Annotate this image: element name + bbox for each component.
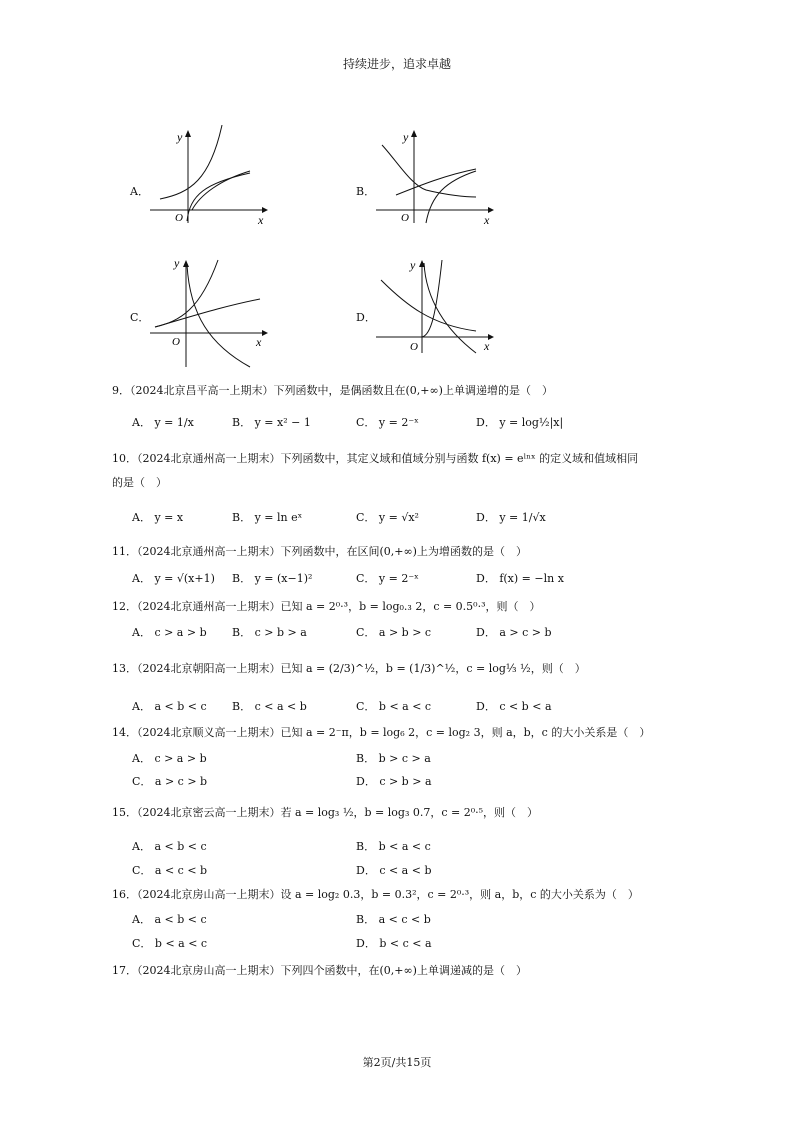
q10-option-b: B． y = ln eˣ [232, 511, 303, 524]
q10-option-d: D． y = 1/√x [476, 511, 546, 524]
option-d-label: D． [356, 311, 376, 324]
question-14-stem: 14．（2024北京顺义高一上期末）已知 a = 2⁻π，b = log₆ 2，c = log₂ 3，则 a，b，c 的大小关系是（ ） [112, 726, 651, 739]
question-16-stem: 16．（2024北京房山高一上期末）设 a = log₂ 0.3，b = 0.3²，c = 2⁰·³，则 a，b，c 的大小关系为（ ） [112, 888, 639, 901]
y-label: y [174, 256, 180, 270]
option-a-label: A． [130, 185, 149, 198]
q12-option-c: C． a > b > c [356, 626, 432, 639]
q14-option-c: C． a > c > b [132, 775, 208, 788]
y-arrow [185, 130, 191, 137]
q11-option-b: B． y = (x−1)² [232, 572, 313, 585]
q16-option-a: A． a < b < c [132, 913, 207, 926]
q15-option-d: D． c < a < b [356, 864, 432, 877]
option-b-label: B． [356, 185, 376, 198]
option-c-label: C． [130, 311, 150, 324]
power-curve [155, 299, 260, 327]
question-13-stem: 13．（2024北京朝阳高一上期末）已知 a = (2/3)^½，b = (1/3)^½，c = log⅓ ½，则（ ） [112, 662, 586, 675]
q14-option-d: D． c > b > a [356, 775, 432, 788]
question-10-stem: 10．（2024北京通州高一上期末）下列函数中，其定义域和值域分别与函数 f(x) = eˡⁿˣ 的定义域和值域相同 [112, 452, 639, 465]
origin-label: O [172, 336, 180, 348]
q14-option-b: B． b > c > a [356, 752, 431, 765]
q13-option-b: B． c < a < b [232, 700, 307, 713]
q15-option-c: C． a < c < b [132, 864, 208, 877]
decay-curve [382, 145, 476, 197]
log-decay-curve [424, 263, 476, 353]
y-label: y [177, 130, 183, 144]
question-15-stem: 15．（2024北京密云高一上期末）若 a = log₃ ½，b = log₃ 0.7，c = 2⁰·⁵，则（ ） [112, 806, 539, 819]
q11-option-c: C． y = 2⁻ˣ [356, 572, 419, 585]
power-curve [396, 169, 476, 195]
question-17-stem: 17．（2024北京房山高一上期末）下列四个函数中，在(0,+∞)上单调递减的是（ ） [112, 964, 527, 977]
q9-option-b: B． y = x² − 1 [232, 416, 311, 429]
q9-option-d: D． y = log½|x| [476, 416, 564, 429]
question-11-stem: 11．（2024北京通州高一上期末）下列函数中，在区间(0,+∞)上为增函数的是（ ） [112, 545, 527, 558]
q12-option-a: A． c > a > b [132, 626, 207, 639]
q16-option-d: D． b < c < a [356, 937, 432, 950]
q14-option-a: A． c > a > b [132, 752, 207, 765]
y-label: y [410, 258, 416, 272]
graph-d [376, 255, 496, 355]
question-10-stem-cont: 的是（ ） [112, 476, 167, 489]
q15-option-b: B． b < a < c [356, 840, 431, 853]
x-label: x [484, 339, 490, 353]
x-label: x [258, 213, 264, 225]
origin-label: O [401, 212, 409, 224]
q9-option-a: A． y = 1/x [132, 416, 194, 429]
x-label: x [484, 213, 490, 225]
origin-label: O [175, 212, 183, 224]
x-label: x [256, 335, 262, 349]
x-arrow [262, 330, 268, 336]
graph-c [150, 255, 270, 370]
q12-option-b: B． c > b > a [232, 626, 307, 639]
y-arrow [183, 260, 189, 267]
q13-option-c: C． b < a < c [356, 700, 432, 713]
q15-option-a: A． a < b < c [132, 840, 207, 853]
y-label: y [403, 130, 409, 144]
q10-option-a: A． y = x [132, 511, 184, 524]
q11-option-d: D． f(x) = −ln x [476, 572, 564, 585]
q16-option-b: B． a < c < b [356, 913, 431, 926]
q13-option-d: D． c < b < a [476, 700, 552, 713]
graph-a [150, 125, 270, 225]
q13-option-a: A． a < b < c [132, 700, 207, 713]
graph-b [376, 125, 496, 225]
question-12-stem: 12．（2024北京通州高一上期末）已知 a = 2⁰·³，b = log₀.₃ 2，c = 0.5⁰·³，则（ ） [112, 600, 541, 613]
page-header: 持续进步，追求卓越 [342, 57, 451, 71]
origin-label: O [410, 341, 418, 353]
q11-option-a: A． y = √(x+1) [132, 572, 215, 585]
q12-option-d: D． a > c > b [476, 626, 552, 639]
page-footer: 第2页/共15页 [362, 1056, 432, 1069]
q10-option-c: C． y = √x² [356, 511, 419, 524]
y-arrow [411, 130, 417, 137]
log-curve [187, 173, 250, 221]
decay-curve [187, 265, 250, 367]
q9-option-c: C． y = 2⁻ˣ [356, 416, 419, 429]
question-9-stem: 9．（2024北京昌平高一上期末）下列函数中，是偶函数且在(0,+∞)上单调递增的是（ ） [112, 384, 553, 397]
q16-option-c: C． b < a < c [132, 937, 208, 950]
